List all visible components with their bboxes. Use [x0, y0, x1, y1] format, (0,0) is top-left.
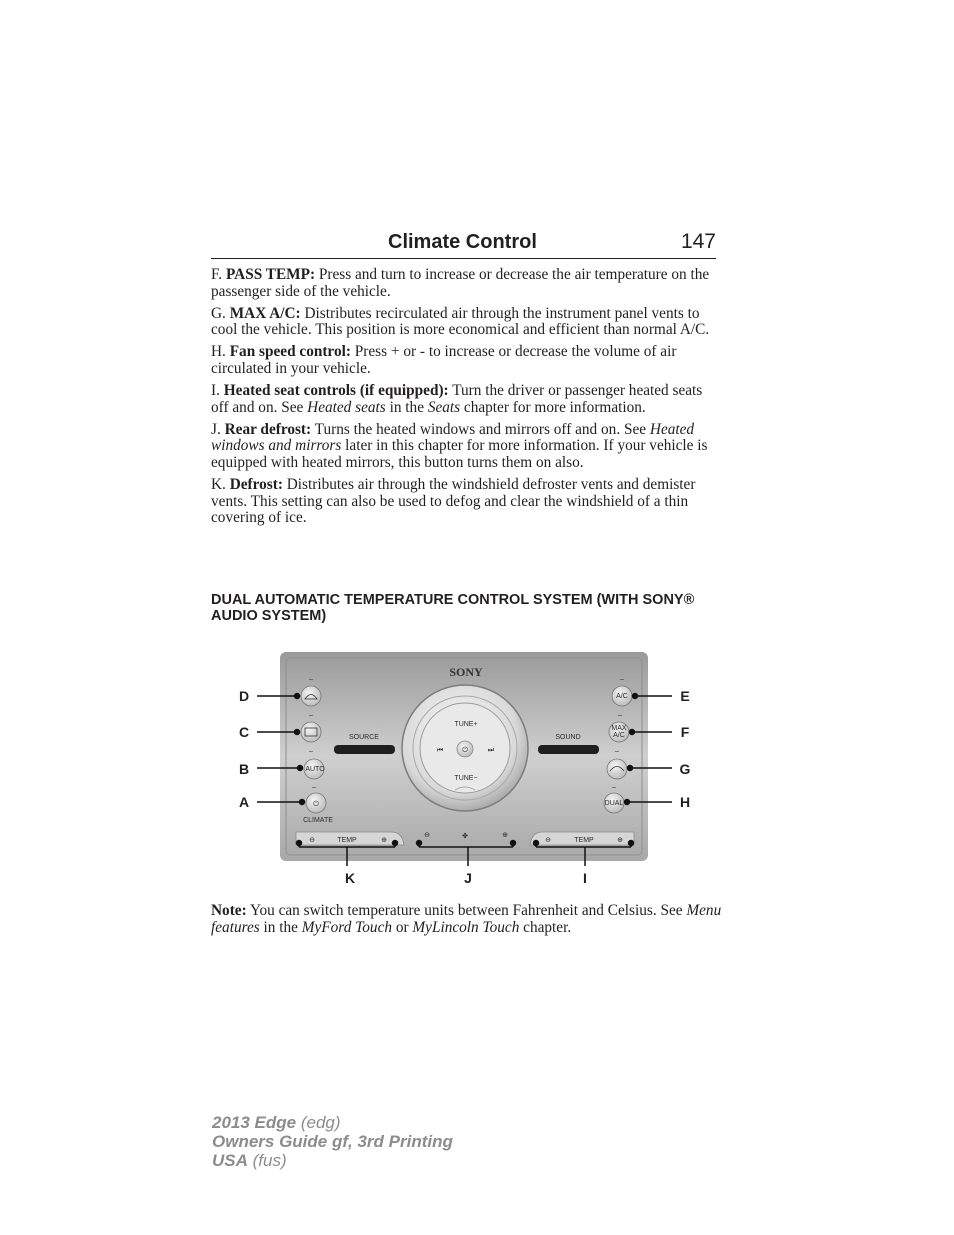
item-term: Defrost: — [229, 476, 283, 494]
cross-reference: Heated seats — [307, 398, 386, 416]
source-label: SOURCE — [349, 734, 379, 741]
power-icon: ⏻ — [462, 747, 468, 754]
svg-text:–: – — [312, 784, 316, 791]
auto-label: AUTO — [305, 766, 325, 773]
page-number: 147 — [680, 230, 716, 253]
svg-text:–: – — [620, 676, 624, 683]
seek-forward-icon[interactable]: ⏭ — [487, 747, 495, 754]
svg-text:–: – — [309, 748, 313, 755]
callout-c: C — [238, 724, 250, 740]
footer-line-3: USA (fus) — [212, 1151, 287, 1170]
page-footer — [212, 1113, 453, 1170]
svg-text:–: – — [612, 784, 616, 791]
callout-i: I — [583, 870, 587, 886]
fan-icon: ✤ — [462, 833, 468, 840]
tune-minus-label: TUNE− — [454, 775, 478, 782]
defrost-button[interactable] — [301, 686, 321, 706]
item-k: K. Defrost: Distributes air through the windshield defroster vents and demister vents. This setting can also be used to defog and clear the windshield of a thin covering of ice. — [211, 476, 696, 527]
recirculation-button[interactable] — [607, 759, 627, 779]
page-header — [211, 228, 716, 259]
callout-b: B — [238, 761, 250, 777]
callout-f: F — [680, 724, 690, 740]
climate-label: CLIMATE — [303, 817, 333, 824]
note-label: Note: — [211, 902, 247, 919]
ac-label: A/C — [616, 693, 628, 700]
max-label: MAX — [611, 725, 627, 732]
climate-panel-figure — [200, 640, 740, 895]
item-i: I. Heated seat controls (if equipped): Turn the driver or passenger heated seats off and on. See Heated seats in the Seats chapter for more information. — [211, 382, 703, 416]
callout-e: E — [680, 688, 690, 704]
cross-reference: Heated windows and mirrors — [211, 420, 695, 455]
item-h: H. Fan speed control: Press + or - to increase or decrease the volume of air circulated in your vehicle. — [211, 343, 677, 377]
temp-label-driver: TEMP — [337, 837, 357, 844]
power-icon: ⏻ — [313, 801, 319, 808]
svg-text:–: – — [309, 676, 313, 683]
cross-reference: Seats — [427, 398, 461, 416]
rear-defrost-button[interactable] — [301, 722, 321, 742]
item-term: MAX A/C: — [229, 304, 301, 322]
section-heading: DUAL AUTOMATIC TEMPERATURE CONTROL SYSTEM (WITH SONY® AUDIO SYSTEM) — [211, 592, 695, 624]
minus-icon[interactable]: ⊖ — [309, 837, 315, 844]
item-term: Heated seat controls (if equipped): — [223, 382, 449, 400]
max-ac-label: A/C — [613, 732, 625, 739]
item-j: J. Rear defrost: Turns the heated windows and mirrors off and on. See Heated windows and mirrors later in this chapter for more information. If your vehicle is equipped with heated mirrors, this button turns them on also. — [211, 420, 708, 471]
callout-h: H — [679, 794, 691, 810]
sound-button[interactable] — [538, 745, 599, 754]
svg-text:–: – — [309, 712, 313, 719]
plus-icon[interactable]: ⊕ — [381, 837, 387, 844]
svg-text:–: – — [618, 712, 622, 719]
fan-plus-icon[interactable]: ⊕ — [502, 832, 508, 839]
tune-plus-label: TUNE+ — [454, 721, 478, 728]
sony-logo: SONY — [449, 665, 483, 679]
footer-line-2: Owners Guide gf, 3rd Printing — [212, 1132, 453, 1151]
source-button[interactable] — [334, 745, 395, 754]
cross-reference: MyFord Touch — [301, 918, 393, 936]
fan-minus-icon[interactable]: ⊖ — [424, 832, 430, 839]
svg-text:–: – — [615, 748, 619, 755]
item-f: F. PASS TEMP: Press and turn to increase or decrease the air temperature on the passenger side of the vehicle. — [211, 266, 710, 300]
note-paragraph: Note: You can switch temperature units between Fahrenheit and Celsius. See Menu features in the MyFord Touch or MyLincoln Touch chapter. — [211, 902, 722, 936]
cross-reference: MyLincoln Touch — [412, 918, 520, 936]
callout-k: K — [344, 870, 356, 886]
minus-icon[interactable]: ⊖ — [545, 837, 551, 844]
temp-label-passenger: TEMP — [574, 837, 594, 844]
chapter-title: Climate Control — [388, 231, 537, 253]
plus-icon[interactable]: ⊕ — [617, 837, 623, 844]
item-term: Rear defrost: — [224, 420, 312, 438]
callout-d: D — [238, 688, 250, 704]
item-term: PASS TEMP: — [225, 266, 316, 283]
sound-label: SOUND — [555, 734, 581, 741]
item-term: Fan speed control: — [229, 343, 351, 361]
item-list — [211, 267, 721, 532]
dual-label: DUAL — [604, 800, 624, 807]
cross-reference: Menu features — [211, 902, 722, 936]
item-g: G. MAX A/C: Distributes recirculated air through the instrument panel vents to cool the vehicle. This position is more economical and efficient than normal A/C. — [211, 304, 710, 339]
callout-a: A — [238, 794, 250, 810]
seek-back-icon[interactable]: ⏮ — [436, 747, 444, 754]
callout-j: J — [464, 870, 472, 886]
footer-line-1: 2013 Edge (edg) — [212, 1113, 341, 1132]
callout-g: G — [679, 761, 691, 777]
